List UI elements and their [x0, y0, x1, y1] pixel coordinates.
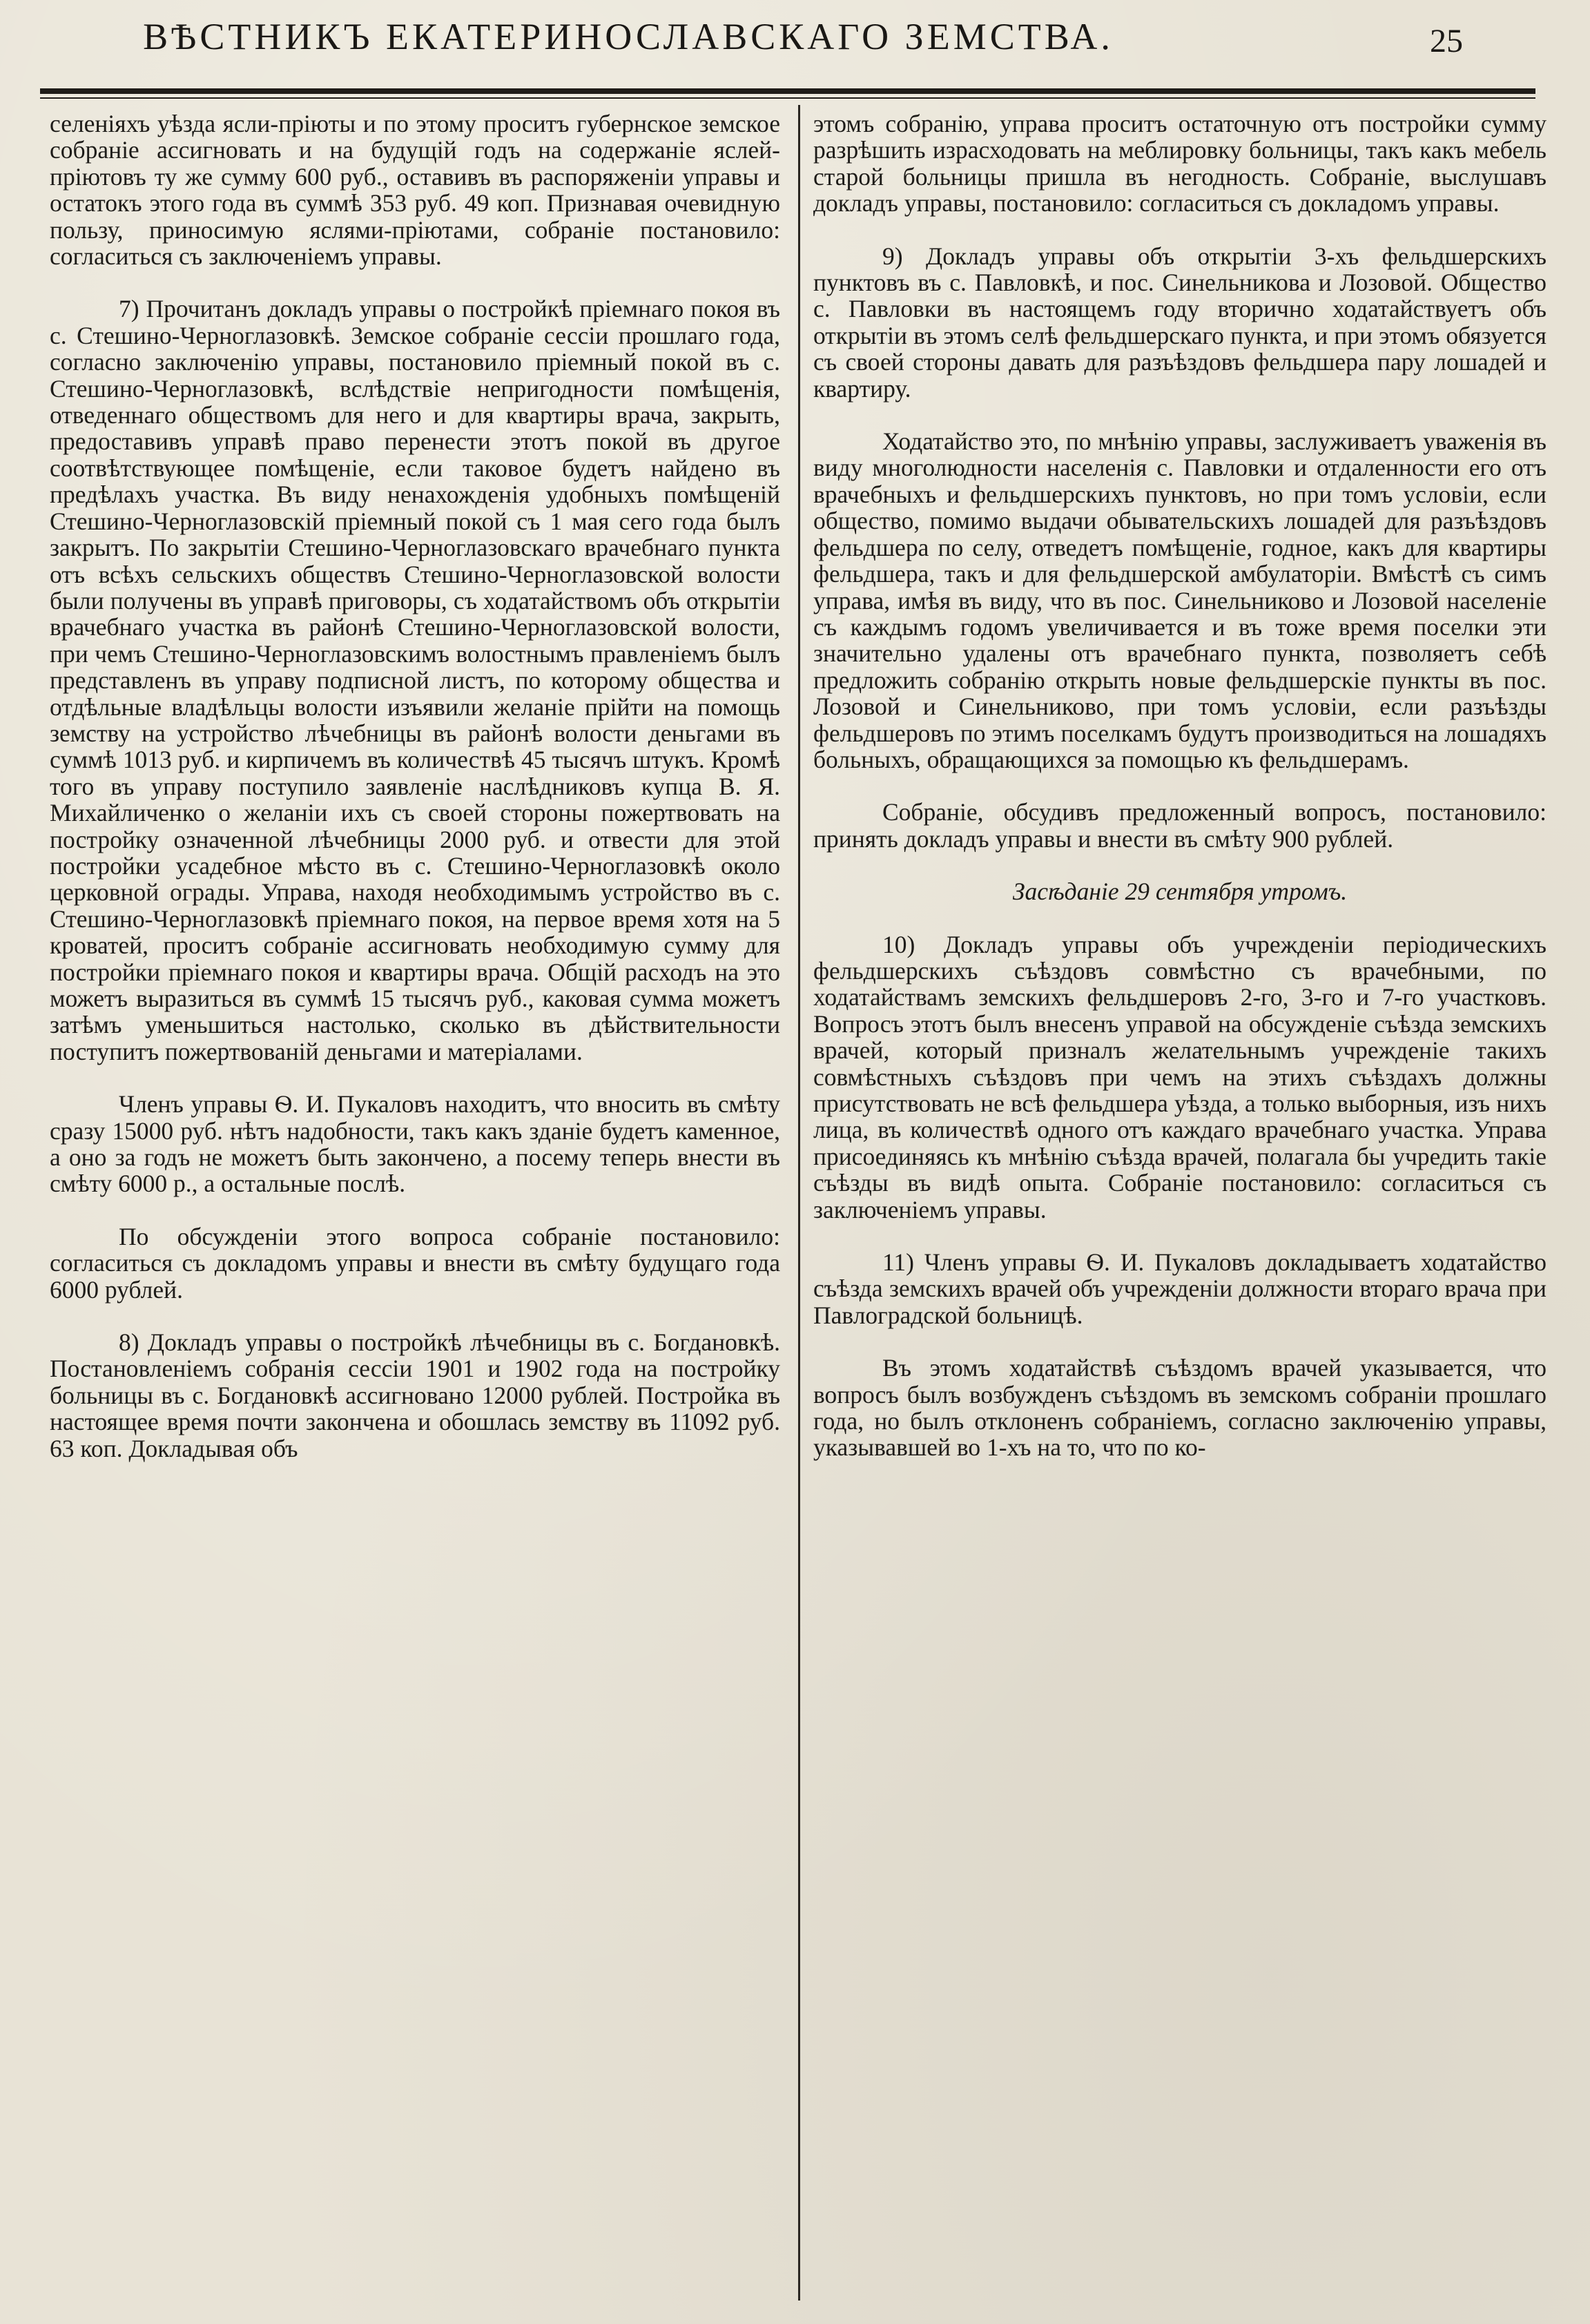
paragraph-gap: [50, 1303, 780, 1329]
paragraph: Въ этомъ ходатайствѣ съѣздомъ врачей указывается, что вопросъ былъ возбужденъ съѣздомъ въ земскомъ собраніи прошлаго года, но былъ отклоненъ собраніемъ, согласно заключенію управы, указывавшей во 1-хъ на то, что по ко-: [813, 1354, 1547, 1462]
paragraph-gap: [50, 269, 780, 296]
paragraph: Ходатайство это, по мнѣнію управы, заслуживаетъ уваженія въ виду многолюдности населенія с. Павловки и отдаленности его отъ врачебныхъ и фельдшерскихъ пунктовъ, но при томъ условіи, если общество, помимо выдачи обывательскихъ лошадей для разъѣздовъ фельдшера по селу, отведетъ помѣщеніе, годное, какъ для квартиры фельдшера, такъ и для фельдшерской амбулаторіи. Вмѣстѣ съ симъ управа, имѣя въ виду, что въ пос. Синельниково и Лозовой населеніе съ каждымъ годомъ увеличивается и въ тоже время поселки эти значительно удалены отъ врачебнаго пункта, позволяетъ себѣ предложить собранію открыть новые фельдшерскіе пункты въ пос. Лозовой и Синельниково, при томъ условіи, если разъѣзды фельдшеровъ по этимъ поселкамъ будутъ производиться на лошадяхъ больныхъ, обращающихся за помощью къ фельдшерамъ.: [813, 427, 1547, 773]
header-rule-thin: [40, 97, 1535, 99]
paragraph: Членъ управы Ѳ. И. Пукаловъ находитъ, что вносить въ смѣту сразу 15000 руб. нѣтъ надобности, такъ какъ зданіе будетъ каменное, а оно за годъ не можетъ быть закончено, а посему теперь внести въ смѣту 6000 р., а остальные послѣ.: [50, 1090, 780, 1198]
paragraph: 11) Членъ управы Ѳ. И. Пукаловъ докладываетъ ходатайство съѣзда земскихъ врачей объ учрежденіи должности втораго врача при Павлоградской больницѣ.: [813, 1248, 1547, 1329]
paragraph: 7) Прочитанъ докладъ управы о постройкѣ пріемнаго покоя въ с. Стешино-Черноглазовкѣ. Земское собраніе сессіи прошлаго года, согласно заключенію управы, постановило пріемный покой въ с. Стешино-Черноглазовкѣ, вслѣдствіе непригодности помѣщенія, отведеннаго обществомъ для него и для квартиры врача, закрыть, предоставивъ управѣ право перенести этотъ покой въ другое соотвѣтствующее помѣщеніе, если таковое будетъ найдено въ предѣлахъ участка. Въ виду ненахожденія удобныхъ помѣщеній Стешино-Черноглазовскій пріемный покой съ 1 мая сего года былъ закрытъ. По закрытіи Стешино-Черноглазовскаго врачебнаго пункта отъ всѣхъ сельскихъ обществъ Стешино-Черноглазовской волости были получены въ управѣ приговоры, съ ходатайствомъ объ открытіи врачебнаго участка въ районѣ Стешино-Черноглазовской волости, при чемъ Стешино-Черноглазовскимъ волостнымъ правленіемъ былъ представленъ въ управу подписной листъ, по которому общества и отдѣльные владѣльцы волости изъявили желаніе прійти на помощь земству на устройство лѣчебницы въ районѣ волости деньгами въ суммѣ 1013 руб. и кирпичемъ въ количествѣ 45 тысячъ штукъ. Кромѣ того въ управу поступило заявленіе наслѣдниковъ купца В. Я. Михайличенко о желаніи ихъ съ своей стороны пожертвовать на постройку означенной лѣчебницы 2000 руб. и отвести для этой постройки усадебное мѣсто въ с. Стешино-Черноглазовкѣ около церковной ограды. Управа, находя необходимымъ устройство въ с. Стешино-Черноглазовкѣ пріемнаго покоя, на первое время хотя на 5 кроватей, проситъ собраніе ассигновать необходимую сумму для постройки пріемнаго покоя и квартиры врача. Общій расходъ на это можетъ выразиться въ суммѣ 15 тысячъ руб., каковая сумма можетъ затѣмъ уменьшиться настолько, сколько въ дѣйствительности поступитъ пожертвованій деньгами и матеріалами.: [50, 295, 780, 1065]
column-divider: [798, 105, 800, 2301]
paragraph-gap: [813, 773, 1547, 799]
paragraph-gap: [50, 1065, 780, 1091]
paragraph: 9) Докладъ управы объ открытіи 3-хъ фельдшерскихъ пунктовъ въ с. Павловкѣ, и пос. Синельникова и Лозовой. Общество с. Павловки въ настоящемъ году вторично ходатайствуетъ объ открытіи въ этомъ селѣ фельдшерскаго пункта, и при этомъ обязуется съ своей стороны давать для разъѣздовъ фельдшера пару лошадей и квартиру.: [813, 242, 1547, 403]
header-rule-thick: [40, 88, 1535, 94]
paragraph-gap: [50, 1197, 780, 1223]
paragraph: этомъ собранію, управа проситъ остаточную отъ постройки сумму разрѣшить израсходовать на меблировку больницы, такъ какъ мебель старой больницы пришла въ негодность. Собраніе, выслушавъ докладъ управы, постановило: согласиться съ докладомъ управы.: [813, 110, 1547, 217]
page-header: [0, 0, 1590, 97]
session-heading: Засѣданіе 29 сентября утромъ.: [1012, 878, 1348, 906]
paragraph: 10) Докладъ управы объ учрежденіи періодическихъ фельдшерскихъ съѣздовъ совмѣстно съ врачебными, по ходатайствамъ земскихъ фельдшеровъ 2-го, 3-го и 7-го участковъ. Вопросъ этотъ былъ внесенъ управой на обсужденіе съѣзда земскихъ врачей, который призналъ желательнымъ учрежденіе такихъ совмѣстныхъ съѣздовъ при чемъ на этихъ съѣздахъ должны присутствовать не всѣ фельдшера уѣзда, а только выборныя, изъ нихъ лица, въ количествѣ одного отъ каждаго врачебнаго участка. Управа присоединяясь къ мнѣнію съѣзда врачей, полагала бы учредить такіе съѣзды въ видѣ опыта. Собраніе постановило: согласиться съ заключеніемъ управы.: [813, 930, 1547, 1223]
journal-title: ВѢСТНИКЪ ЕКАТЕРИНОСЛАВСКАГО ЗЕМСТВА.: [143, 16, 1114, 57]
paragraph-gap: [813, 852, 1547, 878]
paragraph-gap: [813, 1328, 1547, 1355]
left-column: [50, 110, 780, 1462]
paragraph: По обсужденіи этого вопроса собраніе постановило: согласиться съ докладомъ управы и внести въ смѣту будущаго года 6000 рублей.: [50, 1222, 780, 1304]
paragraph-gap: [813, 217, 1547, 243]
paragraph: селеніяхъ уѣзда ясли-пріюты и по этому проситъ губернское земское собраніе ассигновать и на будущій годъ на содержаніе яслей-пріютовъ ту же сумму 600 руб., оставивъ въ распоряженіи управы и остатокъ этого года въ суммѣ 353 руб. 49 коп. Признавая очевидную пользу, приносимую яслями-пріютами, собраніе постановило: согласиться съ заключеніемъ управы.: [50, 110, 780, 271]
paragraph-gap: [813, 402, 1547, 428]
page-number: 25: [1430, 23, 1463, 59]
paragraph: 8) Докладъ управы о постройкѣ лѣчебницы въ с. Богдановкѣ. Постановленіемъ собранія сессіи 1901 и 1902 года на постройку больницы въ с. Богдановкѣ ассигновано 12000 рублей. Постройка въ настоящее время почти закончена и обошлась земству въ 11092 руб. 63 коп. Докладывая объ: [50, 1328, 780, 1462]
paragraph: Собраніе, обсудивъ предложенный вопросъ, постановило: принять докладъ управы и внести въ смѣту 900 рублей.: [813, 798, 1547, 853]
paragraph-gap: [813, 1223, 1547, 1249]
paragraph-gap: [813, 905, 1547, 931]
right-column: [813, 110, 1547, 1461]
